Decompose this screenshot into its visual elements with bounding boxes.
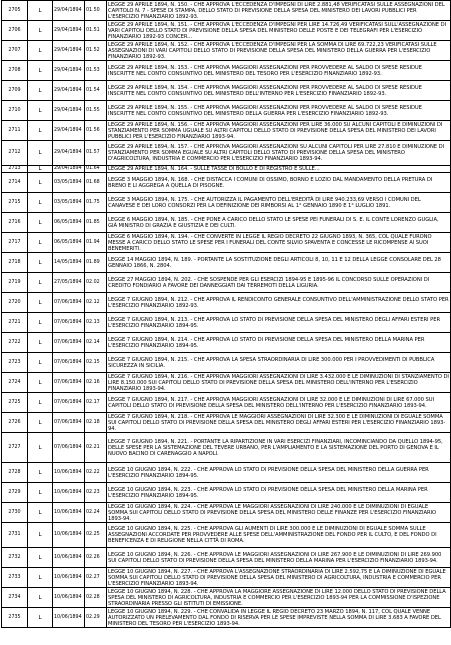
- record-type: L: [28, 21, 53, 41]
- row-number: 2711: [2, 121, 28, 141]
- law-description: LEGGE 29 APRILE 1894, N. 153. - CHE APPROVA MAGGIORI ASSEGNAZIONI PER PROVVEDERE AL SALDO DI SPESE RESIDUE INSCRITTE NEL CONTO CONSUNTIVO DEL MINISTERO DEL TESORO PER L'ESERCIZIO FINANZIARIO 1892-93.: [107, 61, 451, 81]
- row-number: 2708: [2, 61, 28, 81]
- row-number: 2716: [2, 213, 28, 233]
- law-description: LEGGE 7 GIUGNO 1894, N. 212. - CHE APPROVA IL RENDICONTO GENERALE CONSUNTIVO DELL'AMMINISTRAZIONE DELLO STATO PER L'ESERCIZIO FINANZIARIO 1892-93.: [107, 293, 451, 313]
- record-code: 02.26: [85, 548, 107, 568]
- record-date: 10/06/1894: [53, 548, 85, 568]
- law-description: LEGGE 10 GIUGNO 1894, N. 223. - CHE APPROVA LO STATO DI PREVISIONE DELLA SPESA DEL MINISTERO DELLA MARINA PER L'ESERCIZIO FINANZIARIO 1894-95.: [107, 483, 451, 503]
- record-date: 10/06/1894: [53, 523, 85, 548]
- law-description: LEGGE 7 GIUGNO 1894, N. 221. - PORTANTE LA RIPARTIZIONE IN VARI ESERCIZI FINANZIARI, INCOMINCIANDO DA QUELLO 1894-95, DELLE SPESE PER LA SISTEMAZIONE DEL TEVERE URBANO, PER L'AMPLIAMENTO E LA SISTEMAZIONE DEL PORTO DI GENOVA E IL NUOVO BACINO DI CARENAGGIO A NAPOLI.: [107, 433, 451, 463]
- record-date: 07/06/1894: [53, 413, 85, 433]
- record-date: 10/06/1894: [53, 568, 85, 588]
- record-code: 02.13: [85, 313, 107, 333]
- table-row: [2, 588, 451, 608]
- record-code: 02.12: [85, 293, 107, 313]
- record-type: L: [28, 141, 53, 166]
- record-date: 29/04/1894: [53, 81, 85, 101]
- record-date: 29/04/1894: [53, 61, 85, 81]
- record-type: L: [28, 101, 53, 121]
- record-code: 01.75: [85, 193, 107, 213]
- record-date: 06/05/1894: [53, 233, 85, 253]
- record-code: 02.14: [85, 333, 107, 353]
- record-type: L: [28, 373, 53, 393]
- record-type: L: [28, 503, 53, 523]
- record-type: L: [28, 548, 53, 568]
- row-number: 2706: [2, 21, 28, 41]
- record-date: 10/06/1894: [53, 588, 85, 608]
- record-code: 01.54: [85, 81, 107, 101]
- record-code: 01.52: [85, 41, 107, 61]
- row-number: 2713: [2, 166, 28, 173]
- law-description: LEGGE 10 GIUGNO 1894, N. 225. - CHE APPROVA GLI AUMENTI DI LIRE 300.000 E LE DIMINUZIONI DI EGUALE SOMMA SULLE ASSEGNAZIONI ACCORDATE PER PROVVEDERE ALLE SPESE DELL'AMMINISTRAZIONE DEL FONDO PER IL CULTO, E DEL FONDO DI BENEFICENZA E DI RELIGIONE NELLA CITTÀ DI ROMA.: [107, 523, 451, 548]
- record-type: L: [28, 173, 53, 193]
- table-row: [2, 393, 451, 413]
- table-row: [2, 333, 451, 353]
- register-rows: [2, 1, 451, 628]
- law-description: LEGGE 10 GIUGNO 1894, N. 228. - CHE APPROVA LA MAGGIORE ASSEGNAZIONE DI LIRE 12.000 DELLO STATO DI PREVISIONE DELLA SPESA DEL MINISTERO DI AGRICOLTURA, INDUSTRIA E COMMERCIO PER L'ESERCIZIO 1893-94 PER LA COMMISSIONE D'ISPEZIONE STRAORDINARIA PRESSO GLI ISTITUTI DI EMISSIONE.: [107, 588, 451, 608]
- record-date: 10/06/1894: [53, 463, 85, 483]
- row-number: 2726: [2, 413, 28, 433]
- table-row: [2, 523, 451, 548]
- law-description: LEGGE 3 MAGGIO 1894, N. 175. - CHE AUTORIZZA IL PAGAMENTO DELL'EREDITÀ DI LIRE 940.233,69 VERSO I COMUNI DEL CANAVESE E DEI LORO CONSORZI PER LA DEFINIZIONE DEI RIMBORSI AL 1° GENNAIO 1890 E 1° LUGLIO 1891.: [107, 193, 451, 213]
- row-number: 2735: [2, 608, 28, 628]
- record-code: 02.24: [85, 503, 107, 523]
- record-type: L: [28, 433, 53, 463]
- law-description: LEGGE 29 APRILE 1894, N. 155. - CHE APPROVA MAGGIORI ASSEGNAZIONI PER PROVVEDERE AL SALDO DI SPESE RESIDUE INSCRITTE NEL CONTO CONSUNTIVO DEL MINISTERO DELLA GUERRA PER L'ESERCIZIO FINANZIARIO 1892-93.: [107, 101, 451, 121]
- table-row: [2, 413, 451, 433]
- table-row: [2, 293, 451, 313]
- record-type: L: [28, 1, 53, 21]
- record-date: 07/06/1894: [53, 293, 85, 313]
- table-row: [2, 353, 451, 373]
- row-number: 2712: [2, 141, 28, 166]
- law-description: LEGGE 29 APRILE 1894, N. 164. - SULLE TASSE DI BOLLO E DI REGISTRO E SULLE...: [107, 166, 451, 173]
- record-type: L: [28, 253, 53, 273]
- row-number: 2717: [2, 233, 28, 253]
- record-type: L: [28, 333, 53, 353]
- record-type: L: [28, 193, 53, 213]
- record-code: 01.55: [85, 101, 107, 121]
- record-date: 27/05/1894: [53, 273, 85, 293]
- record-date: 07/06/1894: [53, 313, 85, 333]
- row-number: 2729: [2, 483, 28, 503]
- record-type: L: [28, 608, 53, 628]
- record-code: 01.89: [85, 253, 107, 273]
- table-row: [2, 253, 451, 273]
- row-number: 2714: [2, 173, 28, 193]
- law-description: LEGGE 7 GIUGNO 1894, N. 214. - CHE APPROVA LO STATO DI PREVISIONE DELLA SPESA DEL MINISTERO DELLA MARINA PER L'ESERCIZIO FINANZIARIO 1894-95.: [107, 333, 451, 353]
- record-date: 07/06/1894: [53, 353, 85, 373]
- row-number: 2733: [2, 568, 28, 588]
- record-date: 07/06/1894: [53, 373, 85, 393]
- table-row: [2, 433, 451, 463]
- law-description: LEGGE 7 GIUGNO 1894, N. 217. - CHE APPROVA MAGGIORI ASSEGNAZIONI DI LIRE 32.000 E LE DIMINUZIONI DI LIRE 67.000 SUI CAPITOLI DELLO STATO DI PREVISIONE DELLA SPESA DEL MINISTERO DELL'INTERNO PER L'ESERCIZIO FINANZIARIO 1893-94.: [107, 393, 451, 413]
- law-description: LEGGE 10 GIUGNO 1894, N. 224. - CHE APPROVA LE MAGGIORI ASSEGNAZIONI DI LIRE 240.000 E LE DIMINUZIONI DI EGUALE SOMMA SUI CAPITOLI DELLO STATO DI PREVISIONE DELLA SPESA DEL MINISTERO DELLE FINANZE PER L'ESERCIZIO FINANZIARIO 1893-94.: [107, 503, 451, 523]
- record-date: 03/05/1894: [53, 173, 85, 193]
- table-row: [2, 1, 451, 21]
- record-date: 06/05/1894: [53, 213, 85, 233]
- table-row: [2, 166, 451, 173]
- record-type: L: [28, 353, 53, 373]
- law-description: LEGGE 29 APRILE 1894, N. 157. - CHE APPROVA MAGGIORI ASSEGNAZIONI SU ALCUNI CAPITOLI PER LIRE 27.810 E DIMINUZIONE DI STANZIAMENTO PER SOMMA EGUALE SU ALTRI CAPITOLI DELLO STATO DI PREVISIONE DELLA SPESA DEL MINISTERO D'AGRICOLTURA, INDUSTRIA E COMMERCIO PER L'ESERCIZIO FINANZIARIO 1893-94.: [107, 141, 451, 166]
- row-number: 2732: [2, 548, 28, 568]
- record-code: 02.22: [85, 463, 107, 483]
- law-description: LEGGE 29 APRILE 1894, N. 154. - CHE APPROVA MAGGIORI ASSEGNAZIONI PER PROVVEDERE AL SALDO DI SPESE RESIDUE INSCRITTE NEL CONTO CONSUNTIVO DEL MINISTERO DELL'INTERNO PER L'ESERCIZIO FINANZIARIO 1892-93.: [107, 81, 451, 101]
- record-type: L: [28, 313, 53, 333]
- table-row: [2, 273, 451, 293]
- record-type: L: [28, 413, 53, 433]
- row-number: 2715: [2, 193, 28, 213]
- record-code: 01.53: [85, 61, 107, 81]
- record-date: 10/06/1894: [53, 483, 85, 503]
- record-type: L: [28, 588, 53, 608]
- law-description: LEGGE 10 GIUGNO 1894, N. 226. - CHE APPROVA LE MAGGIORI ASSEGNAZIONI DI LIRE 267.900 E LE DIMINUZIONI DI LIRE 269.900 SUI CAPITOLI DELLO STATO DI PREVISIONE DELLA SPESA DEL MINISTERO DELLA MARINA PER L'ESERCIZIO FINANZIARIO 1893-94.: [107, 548, 451, 568]
- row-number: 2725: [2, 393, 28, 413]
- row-number: 2724: [2, 373, 28, 393]
- table-row: [2, 81, 451, 101]
- law-register-table: [1, 0, 451, 628]
- record-type: L: [28, 213, 53, 233]
- law-description: LEGGE 6 MAGGIO 1894, N. 185. - CHE PONE A CARICO DELLO STATO LE SPESE PEI FUNERALI DI S. E. IL CONTE LORENZO GUGLIA, GIÀ MINISTRO DI GRAZIA E GIUSTIZIA E DEI CULTI.: [107, 213, 451, 233]
- record-type: L: [28, 41, 53, 61]
- record-type: L: [28, 293, 53, 313]
- record-date: 29/04/1894: [53, 1, 85, 21]
- record-date: 07/06/1894: [53, 433, 85, 463]
- record-date: 07/06/1894: [53, 393, 85, 413]
- row-number: 2705: [2, 1, 28, 21]
- law-description: LEGGE 10 GIUGNO 1894, N. 222. - CHE APPROVA LO STATO DI PREVISIONE DELLA SPESA DEL MINISTERO DELLA GUERRA PER L'ESERCIZIO FINANZIARIO 1894-95.: [107, 463, 451, 483]
- row-number: 2727: [2, 433, 28, 463]
- law-description: LEGGE 7 GIUGNO 1894, N. 213. - CHE APPROVA LO STATO DI PREVISIONE DELLA SPESA DEL MINISTERO DEGLI AFFARI ESTERI PER L'ESERCIZIO FINANZIARIO 1894-95.: [107, 313, 451, 333]
- record-code: 02.23: [85, 483, 107, 503]
- law-description: LEGGE 29 APRILE 1894, N. 150. - CHE APPROVA L'ECCEDENZA D'IMPEGNI DI LIRE 2.881,48 VERIFICATASI SULLE ASSEGNAZIONI DEL CAPITOLO N. 7 - SPESE DI STAMPA, DELLO STATO DI PREVISIONE DELLA SPESA DEL MINISTERO DEI LAVORI PUBBLICI PER L'ESERCIZIO FINANZIARIO 1892-93.: [107, 1, 451, 21]
- record-date: 29/04/1894: [53, 101, 85, 121]
- record-code: 01.64: [85, 166, 107, 173]
- record-date: 10/06/1894: [53, 608, 85, 628]
- record-code: 02.18: [85, 413, 107, 433]
- row-number: 2719: [2, 273, 28, 293]
- record-type: L: [28, 273, 53, 293]
- table-row: [2, 21, 451, 41]
- record-type: L: [28, 463, 53, 483]
- table-row: [2, 483, 451, 503]
- table-row: [2, 373, 451, 393]
- row-number: 2728: [2, 463, 28, 483]
- row-number: 2730: [2, 503, 28, 523]
- record-code: 02.21: [85, 433, 107, 463]
- table-row: [2, 213, 451, 233]
- law-description: LEGGE 7 GIUGNO 1894, N. 218. - CHE APPROVA LE MAGGIORI ASSEGNAZIONI DI LIRE 32.300 E LE DIMINUZIONI DI EGUALE SOMMA SUI CAPITOLI DELLO STATO DI PREVISIONE DELLA SPESA DEL MINISTERO DEGLI AFFARI ESTERI PER L'ESERCIZIO FINANZIARIO 1893-94.: [107, 413, 451, 433]
- record-code: 02.25: [85, 523, 107, 548]
- table-row: [2, 41, 451, 61]
- table-row: [2, 608, 451, 628]
- table-row: [2, 101, 451, 121]
- row-number: 2722: [2, 333, 28, 353]
- record-type: L: [28, 121, 53, 141]
- law-description: LEGGE 6 MAGGIO 1894, N. 194. - CHE CONVERTE IN LEGGE IL REGIO DECRETO 22 GIUGNO 1893, N. 365, COL QUALE FURONO MESSE A CARICO DELLO STATO LE SPESE PER I FUNERALI DEL CONTE SILVIO SPAVENTA E CONCESSE LE RICOMPENSE AI SUOI BENEMERITI.: [107, 233, 451, 253]
- record-code: 01.68: [85, 173, 107, 193]
- law-description: LEGGE 10 GIUGNO 1894, N. 229. - CHE CONVALIDA IN LEGGE IL REGIO DECRETO 23 MARZO 1894, N. 117, COL QUALE VENNE AUTORIZZATO UN PRELEVAMENTO DAL FONDO DI RISERVA PER LE SPESE IMPREVISTE NELLA SOMMA DI LIRE 3.683 A FAVORE DEL MINISTERO DEL TESORO PER L'ESERCIZIO 1893-94.: [107, 608, 451, 628]
- table-row: [2, 503, 451, 523]
- law-description: LEGGE 27 MAGGIO 1894, N. 202. - CHE SOSPENDE PER GLI ESERCIZI 1894-95 E 1895-96 IL CONCORSO SULLE OPERAZIONI DI CREDITO FONDIARIO A FAVORE DEI DANNEGGIATI DAI TERREMOTI DELLA LIGURIA.: [107, 273, 451, 293]
- row-number: 2718: [2, 253, 28, 273]
- record-code: 02.16: [85, 373, 107, 393]
- table-row: [2, 568, 451, 588]
- record-code: 01.50: [85, 1, 107, 21]
- table-row: [2, 233, 451, 253]
- record-code: 02.02: [85, 273, 107, 293]
- law-description: LEGGE 3 MAGGIO 1894, N. 168. - CHE DISTACCA I COMUNI DI OSSIMO, BORNO E LOZIO DAL MANDAMENTO DELLA PRETURA DI BRENO E LI AGGREGA A QUELLA DI PISOGNE.: [107, 173, 451, 193]
- record-type: L: [28, 61, 53, 81]
- record-date: 29/04/1894: [53, 121, 85, 141]
- record-code: 01.94: [85, 233, 107, 253]
- row-number: 2709: [2, 81, 28, 101]
- law-description: LEGGE 14 MAGGIO 1894, N. 189. - PORTANTE LA SOSTITUZIONE DEGLI ARTICOLI 8, 10, 11 E 12 DELLA LEGGE CONSOLARE DEL 28 GENNAIO 1866, N. 2804.: [107, 253, 451, 273]
- record-code: 02.17: [85, 393, 107, 413]
- record-date: 29/04/1894: [53, 141, 85, 166]
- law-description: LEGGE 7 GIUGNO 1894, N. 216. - CHE APPROVA MAGGIORI ASSEGNAZIONI DI LIRE 3.432.000 E LE DIMINUZIONI DI STANZIAMENTO DI LIRE 8.150.000 SUI CAPITOLI DELLO STATO DI PREVISIONE DELLA SPESA DEL MINISTERO DELL'INTERNO PER L'ESERCIZIO FINANZIARIO 1893-94.: [108, 373, 449, 392]
- record-date: 07/06/1894: [53, 333, 85, 353]
- record-code: 01.51: [85, 21, 107, 41]
- law-description: LEGGE 7 GIUGNO 1894, N. 215. - CHE APPROVA LA SPESA STRAORDINARIA DI LIRE 300.000 PER I PROVVEDIMENTI DI PUBBLICA SICUREZZA IN SICILIA.: [107, 353, 451, 373]
- table-row: [2, 141, 451, 166]
- law-description: LEGGE 29 APRILE 1894, N. 152. - CHE APPROVA L'ECCEDENZA D'IMPEGNI PER LA SOMMA DI LIRE 69.722,23 VERIFICATASI SULLE ASSEGNAZIONI DI VARI CAPITOLI DELLO STATO DI PREVISIONE DELLA SPESA DEL MINISTERO DELLA GUERRA PER L'ESERCIZIO FINANZIARIO 1892-93.: [107, 41, 451, 61]
- record-date: 14/05/1894: [53, 253, 85, 273]
- row-number: 2731: [2, 523, 28, 548]
- record-code: 02.28: [85, 588, 107, 608]
- record-code: 02.27: [85, 568, 107, 588]
- record-type: L: [28, 233, 53, 253]
- row-number: 2721: [2, 313, 28, 333]
- law-description: LEGGE 29 APRILE 1894, N. 151. - CHE APPROVA L'ECCEDENZA D'IMPEGNI PER LIRE 14.726,49 VERIFICATASI SULL'ASSEGNAZIONE DI VARI CAPITOLI DELLO STATO DI PREVISIONE DELLA SPESA DEL MINISTERO DELLE POSTE E DEI TELEGRAFI PER L'ESERCIZIO FINANZIARIO 1892-93 CONCER...: [107, 21, 451, 41]
- record-code: 01.56: [85, 121, 107, 141]
- row-number: 2734: [2, 588, 28, 608]
- row-number: 2710: [2, 101, 28, 121]
- law-description: LEGGE 10 GIUGNO 1894, N. 227. - CHE APPROVA L'ASSEGNAZIONE STRAORDINARIA DI LIRE 2.592,75 E LA DIMINUZIONE DI EGUALE SOMMA SUI CAPITOLI DELLO STATO DI PREVISIONE DELLA SPESA DEL MINISTERO DI AGRICOLTURA, INDUSTRIA E COMMERCIO PER L'ESERCIZIO FINANZIARIO 1893-94.: [107, 568, 451, 588]
- record-code: 01.57: [85, 141, 107, 166]
- table-row: [2, 548, 451, 568]
- record-type: L: [28, 393, 53, 413]
- record-type: L: [28, 523, 53, 548]
- law-description: LEGGE 29 APRILE 1894, N. 156. - CHE APPROVA MAGGIORI ASSEGNAZIONI PER LIRE 36.000 SU ALCUNI CAPITOLI E DIMINUZIONI DI STANZIAMENTO PER SOMMA UGUALE SU ALTRI CAPITOLI DELLO STATO DI PREVISIONE DELLA SPESA DEL MINISTERO DEI LAVORI PUBBLICI PER L'ESERCIZIO FINANZIARIO 1893-94.: [107, 121, 451, 141]
- table-row: [2, 193, 451, 213]
- record-type: L: [28, 483, 53, 503]
- table-row: [2, 173, 451, 193]
- record-date: 29/04/1894: [53, 166, 85, 173]
- record-type: L: [28, 568, 53, 588]
- record-type: L: [28, 166, 53, 173]
- table-row: [2, 121, 451, 141]
- table-row: [2, 313, 451, 333]
- row-number: 2707: [2, 41, 28, 61]
- table-row: [2, 61, 451, 81]
- record-code: 02.29: [85, 608, 107, 628]
- record-type: L: [28, 81, 53, 101]
- record-date: 10/06/1894: [53, 503, 85, 523]
- row-number: 2720: [2, 293, 28, 313]
- record-date: 29/04/1894: [53, 41, 85, 61]
- table-row: [2, 463, 451, 483]
- row-number: 2723: [2, 353, 28, 373]
- record-code: 02.15: [85, 353, 107, 373]
- record-code: 01.85: [85, 213, 107, 233]
- record-date: 03/05/1894: [53, 193, 85, 213]
- record-date: 29/04/1894: [53, 21, 85, 41]
